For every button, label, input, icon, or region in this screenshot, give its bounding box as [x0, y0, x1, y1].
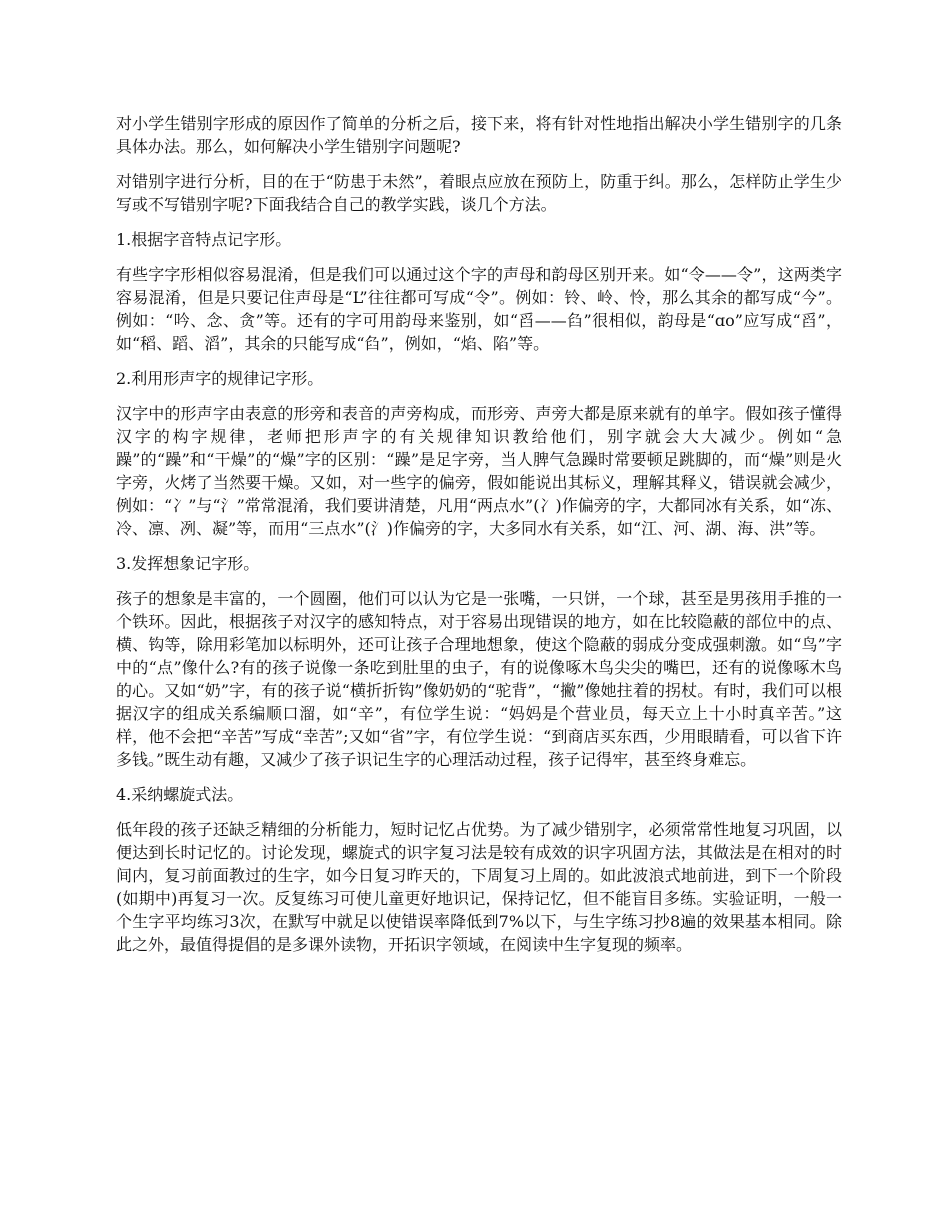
intro-paragraph: 对小学生错别字形成的原因作了简单的分析之后，接下来，将有针对性地指出解决小学生错别字的几条具体办法。那么，如何解决小学生错别字问题呢?	[116, 114, 842, 156]
section-1-paragraph: 有些字字形相似容易混淆，但是我们可以通过这个字的声母和韵母区别开来。如“令——令”，这两类字容易混淆，但是只要记住声母是“L”往往都可写成“令”。例如：铃、岭、怜，那么其余的都写成“今”。例如：“吟、念、贪”等。还有的字可用韵母来鉴别，如“舀——臽”很相似，韵母是“ɑo”应写成“舀”，如“稻、蹈、滔”，其余的只能写成“臽”，例如，“焰、陷”等。	[116, 265, 842, 353]
section-heading-2: 2.利用形声字的规律记字形。	[116, 369, 324, 388]
section-heading-1: 1.根据字音特点记字形。	[116, 230, 292, 249]
section-4-paragraph: 低年段的孩子还缺乏精细的分析能力，短时记忆占优势。为了减少错别字，必须常常性地复习巩固，以便达到长时记忆的。讨论发现，螺旋式的识字复习法是较有成效的识字巩固方法，其做法是在相对的时间内，复习前面教过的生字，如今日复习昨天的，下周复习上周的。如此波浪式地前进，到下一个阶段(如期中)再复习一次。反复练习可使儿童更好地识记，保持记忆，但不能盲目多练。实验证明，一般一个生字平均练习3次，在默写中就足以使错误率降低到7%以下，与生字练习抄8遍的效果基本相同。除此之外，最值得提倡的是多课外读物，开拓识字领域，在阅读中生字复现的频率。	[116, 820, 842, 954]
section-3-paragraph: 孩子的想象是丰富的，一个圆圈，他们可以认为它是一张嘴，一只饼，一个球，甚至是男孩用手推的一个铁环。因此，根据孩子对汉字的感知特点，对于容易出现错误的地方，如在比较隐蔽的部位中的点、横、钩等，除用彩笔加以标明外，还可让孩子合理地想象，使这个隐蔽的弱成分变成强刺激。如“鸟”字中的“点”像什么?有的孩子说像一条吃到肚里的虫子，有的说像啄木鸟尖尖的嘴巴，还有的说像啄木鸟的心。又如“奶”字，有的孩子说“横折折钩”像奶奶的“驼背”，“撇”像她拄着的拐杖。有时，我们可以根据汉字的组成关系编顺口溜，如“辛”，有位学生说：“妈妈是个营业员，每天立上十小时真辛苦。”这样，他不会把“辛苦”写成“幸苦”;又如“省”字，有位学生说：“到商店买东西，少用眼睛看，可以省下许多钱。”既生动有趣，又减少了孩子识记生字的心理活动过程，孩子记得牢，甚至终身难忘。	[116, 589, 842, 769]
section-heading-3: 3.发挥想象记字形。	[116, 554, 260, 573]
section-2-paragraph: 汉字中的形声字由表意的形旁和表音的声旁构成，而形旁、声旁大都是原来就有的单字。假如孩子懂得汉字的构字规律，老师把形声字的有关规律知识教给他们，别字就会大大减少。例如“急躁”的“躁”和“干燥”的“燥”字的区别：“躁”是足字旁，当人脾气急躁时常要顿足跳脚的，而“燥”则是火字旁，火烤了当然要干燥。又如，对一些字的偏旁，假如能说出其标义，理解其释义，错误就会减少，例如：“冫”与“氵”常常混淆，我们要讲清楚，凡用“两点水”(冫)作偏旁的字，大都同冰有关系，如“冻、冷、凛、冽、凝”等，而用“三点水”(氵)作偏旁的字，大多同水有关系，如“江、河、湖、海、洪”等。	[116, 404, 842, 538]
document-body	[116, 112, 842, 968]
prevention-paragraph: 对错别字进行分析，目的在于“防患于未然”，着眼点应放在预防上，防重于纠。那么，怎样防止学生少写或不写错别字呢?下面我结合自己的教学实践，谈几个方法。	[116, 172, 842, 214]
section-heading-4: 4.采纳螺旋式法。	[116, 785, 244, 804]
